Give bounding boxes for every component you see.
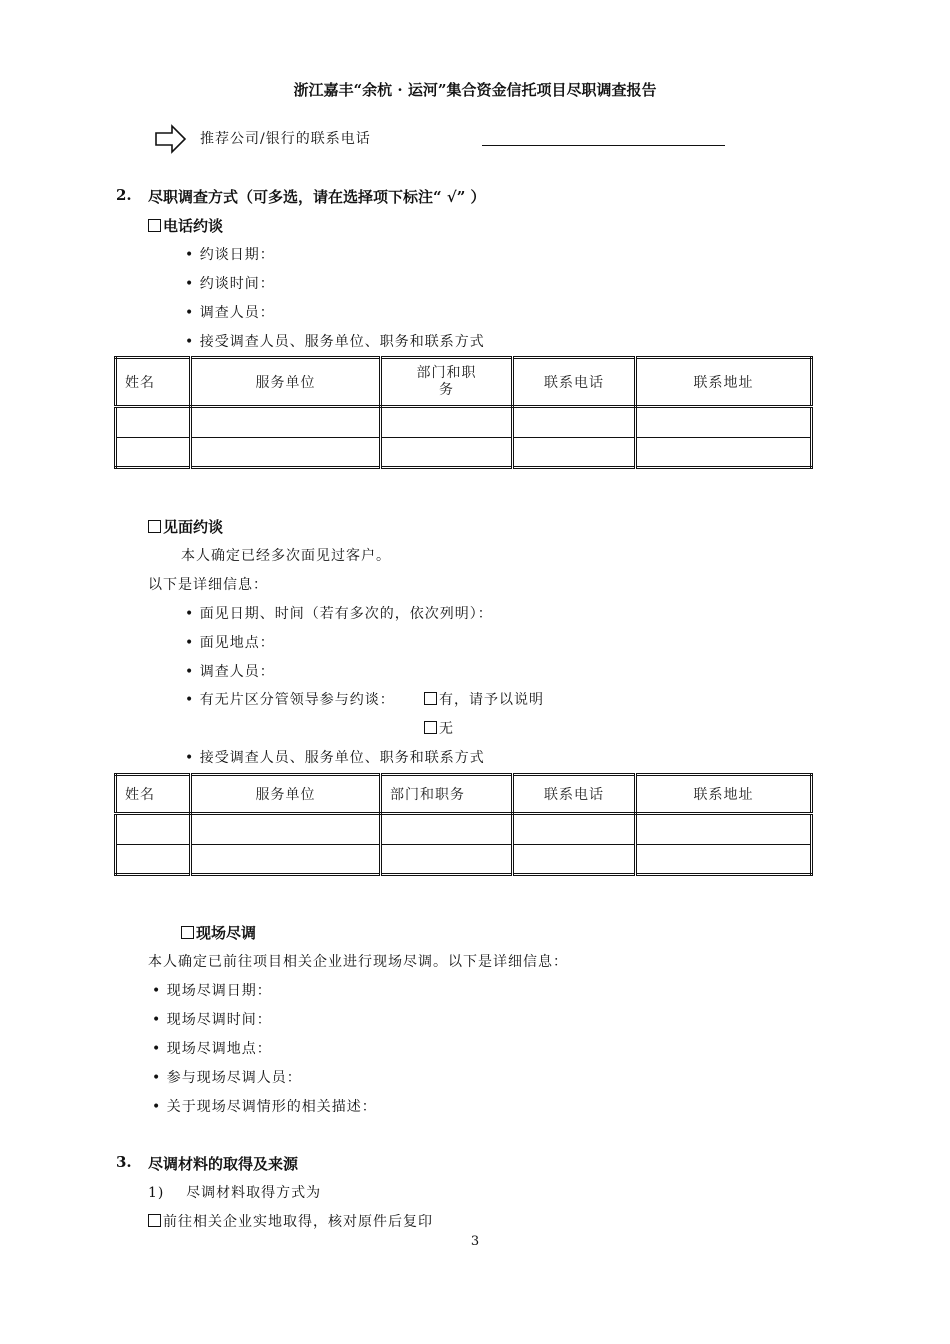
checkbox-icon[interactable] [424,721,437,734]
checkbox-icon[interactable] [148,1214,161,1227]
table-cell[interactable] [513,845,636,875]
leader-no-label: 无 [439,721,454,737]
phone-interview-option[interactable] [148,215,223,236]
contact-phone-label: 推荐公司/银行的联系电话 [200,131,371,147]
table-cell[interactable] [116,845,191,875]
leader-no-option[interactable] [424,718,454,738]
table-cell[interactable] [636,845,812,875]
table-cell[interactable] [191,814,381,845]
onsite-confirm-text: 本人确定已前往项目相关企业进行现场尽调。以下是详细信息： [148,954,568,970]
table-header-dept-line2: 务 [439,382,454,398]
list-item: • 接受调查人员、服务单位、职务和联系方式 [185,334,485,350]
table-cell[interactable] [381,438,513,468]
table-header-dept-line1: 部门和职 [416,365,477,381]
section-3-title: 尽调材料的取得及来源 [148,1155,299,1173]
table-header-address: 联系地址 [636,775,812,814]
checkbox-icon[interactable] [148,520,161,533]
table-cell[interactable] [381,845,513,875]
table-cell[interactable] [381,407,513,438]
list-item: • 现场尽调地点： [152,1041,272,1057]
leader-yes-label: 有，请予以说明 [439,692,544,708]
table-cell[interactable] [636,407,812,438]
section-2-title: 尽职调查方式（可多选，请在选择项下标注“ √” ） [148,188,486,206]
list-item: • 约谈时间： [185,276,275,292]
leader-yes-option[interactable] [424,689,544,709]
checkbox-icon[interactable] [148,219,161,232]
list-item: • 调查人员： [185,305,275,321]
table-row [116,407,812,438]
meeting-contacts-table [114,773,813,876]
section-2-number: 2. [116,186,132,204]
list-item: • 参与现场尽调人员： [152,1070,302,1086]
table-cell[interactable] [191,407,381,438]
table-cell[interactable] [636,814,812,845]
checkbox-icon[interactable] [424,692,437,705]
table-cell[interactable] [116,438,191,468]
table-header-unit: 服务单位 [191,358,381,407]
phone-contacts-table [114,356,813,469]
section-3-sub1: 1) 尽调材料取得方式为 [148,1185,322,1201]
table-cell[interactable] [116,814,191,845]
leader-participation-label: • 有无片区分管领导参与约谈： [185,692,395,708]
table-cell[interactable] [513,438,636,468]
table-header-name: 姓名 [116,358,191,407]
table-header-unit: 服务单位 [191,775,381,814]
table-header-phone: 联系电话 [513,358,636,407]
table-row [116,814,812,845]
table-row [116,845,812,875]
table-header-dept [381,358,513,407]
table-cell[interactable] [636,438,812,468]
meeting-details-intro: 以下是详细信息： [148,577,268,593]
table-row [116,438,812,468]
checkbox-icon[interactable] [181,926,194,939]
list-item: • 约谈日期： [185,247,275,263]
table-cell[interactable] [191,845,381,875]
onsite-investigation-label: 现场尽调 [196,924,257,942]
section-3-number: 3. [116,1153,132,1171]
table-cell[interactable] [116,407,191,438]
right-arrow-icon [155,124,187,154]
table-cell[interactable] [191,438,381,468]
material-onsite-option[interactable] [148,1211,433,1231]
table-header-address: 联系地址 [636,358,812,407]
list-item: • 面见地点： [185,635,275,651]
table-cell[interactable] [381,814,513,845]
table-cell[interactable] [513,407,636,438]
meeting-confirm-text: 本人确定已经多次面见过客户。 [181,548,391,564]
page-number: 3 [470,1234,480,1249]
page-header-title: 浙江嘉丰“余杭 · 运河”集合资金信托项目尽职调查报告 [293,81,657,99]
table-header-name: 姓名 [116,775,191,814]
list-item: • 现场尽调日期： [152,983,272,999]
list-item: • 接受调查人员、服务单位、职务和联系方式 [185,750,485,766]
phone-interview-label: 电话约谈 [163,217,224,235]
meeting-interview-label: 见面约谈 [163,518,224,536]
contact-phone-blank [482,145,725,146]
table-cell[interactable] [513,814,636,845]
material-onsite-label: 前往相关企业实地取得，核对原件后复印 [163,1214,433,1230]
meeting-interview-option[interactable] [148,516,223,537]
list-item: • 调查人员： [185,664,275,680]
list-item: • 面见日期、时间（若有多次的，依次列明）： [185,606,493,622]
table-header-phone: 联系电话 [513,775,636,814]
table-header-dept: 部门和职务 [381,775,513,814]
onsite-investigation-option[interactable] [181,922,256,943]
list-item: • 现场尽调时间： [152,1012,272,1028]
list-item: • 关于现场尽调情形的相关描述： [152,1099,377,1115]
